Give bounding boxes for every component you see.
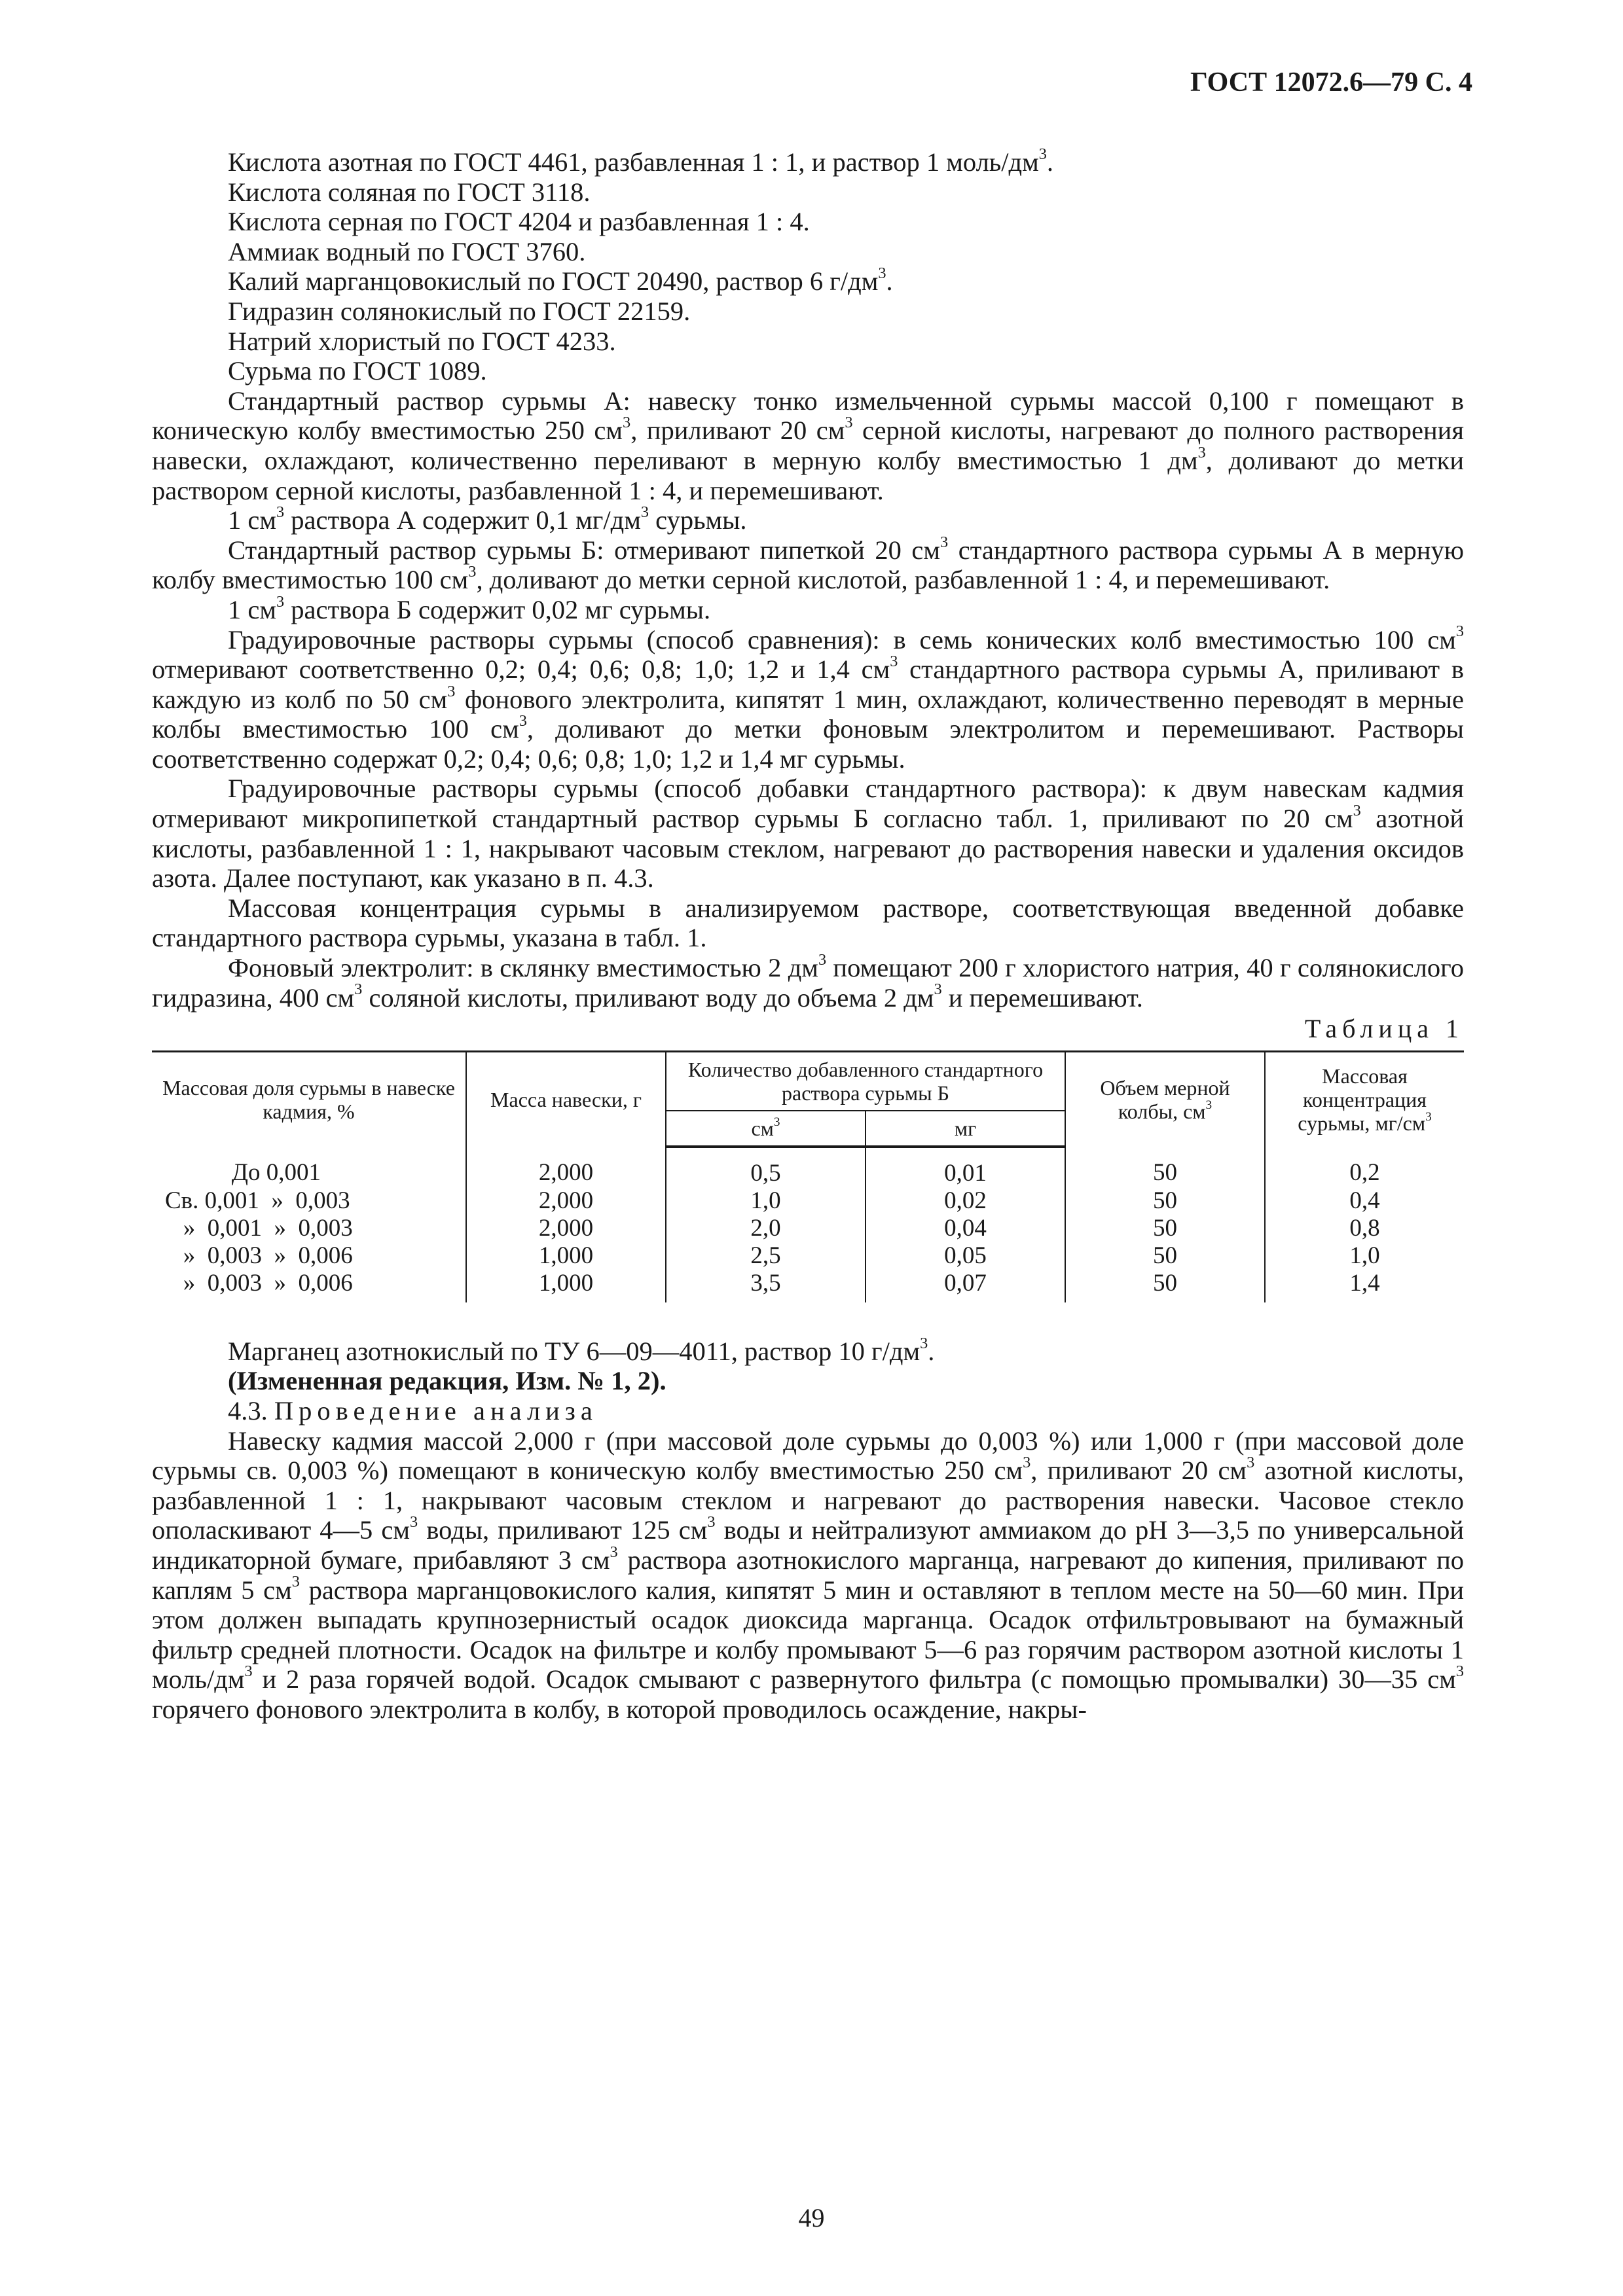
reagent-item: Кислота соляная по ГОСТ 3118.: [228, 177, 591, 207]
reagent-item: Кислота азотная по ГОСТ 4461, разбавленная 1 : 1, и раствор 1 моль/$дм^3$.: [228, 145, 1054, 177]
reagent-item: Гидразин солянокислый по ГОСТ 22159.: [228, 296, 691, 326]
cell: Св. 0,001 » 0,003: [152, 1187, 466, 1215]
cell: 0,8: [1265, 1215, 1464, 1242]
header-mass-concentration: Массовая концентрация сурьмы, $мг/см^3$: [1265, 1051, 1464, 1147]
cell: 0,2: [1265, 1147, 1464, 1187]
cell: 50: [1065, 1242, 1265, 1270]
paragraph-standard-b-content: 1 $см^3$ раствора Б содержит 0,02 мг сурьмы.: [228, 592, 711, 624]
cell: 2,000: [466, 1187, 666, 1215]
cell: 1,000: [466, 1270, 666, 1302]
cell: 3,5: [666, 1270, 866, 1302]
reagent-item: Сурьма по ГОСТ 1089.: [228, 356, 487, 386]
cell: 0,01: [866, 1147, 1065, 1187]
cell: 0,4: [1265, 1187, 1464, 1215]
cell: 1,0: [1265, 1242, 1464, 1270]
paragraph-mass-concentration: Массовая концентрация сурьмы в анализируемом растворе, соответствующая введенной добавке стандартного раствора сурьмы, указана в табл. 1.: [152, 893, 1464, 953]
cell: 0,02: [866, 1187, 1065, 1215]
table-caption: Таблица 1: [1304, 1014, 1464, 1044]
paragraph-background-electrolyte: Фоновый электролит: в склянку вместимостью 2 $дм^3$ помещают 200 г хлористого натрия, 40 г солянокислого гидразина, 400 $см^3$ соляной кислоты, приливают воду до объема 2 $дм^3$ и перемешивают.: [152, 950, 1464, 1013]
page-number: 49: [798, 2203, 825, 2233]
cell: 50: [1065, 1147, 1265, 1187]
data-table: [152, 1050, 1464, 1302]
paragraph-standard-a-content: 1 $см^3$ раствора А содержит 0,1 $мг/дм^3$ сурьмы.: [228, 503, 747, 535]
cell: 50: [1065, 1187, 1265, 1215]
header-mass-fraction: Массовая доля сурьмы в навеске кадмия, %: [152, 1051, 466, 1147]
cell: До 0,001: [152, 1147, 466, 1187]
cell: 50: [1065, 1270, 1265, 1302]
cell: 0,07: [866, 1270, 1065, 1302]
cell: 1,4: [1265, 1270, 1464, 1302]
table-row: [152, 1215, 1464, 1242]
cell: 2,5: [666, 1242, 866, 1270]
header-added-standard: Количество добавленного стандартного раствора сурьмы Б: [666, 1051, 1065, 1111]
reagent-item: Калий марганцовокислый по ГОСТ 20490, раствор 6 $г/дм^3$.: [228, 264, 893, 296]
reagent-item: Натрий хлористый по ГОСТ 4233.: [228, 326, 616, 356]
reagent-list: [152, 147, 1464, 386]
cell: 0,04: [866, 1215, 1065, 1242]
cell: » 0,003 » 0,006: [152, 1242, 466, 1270]
reagent-item: Аммиак водный по ГОСТ 3760.: [228, 236, 586, 266]
reagent-manganese: Марганец азотнокислый по ТУ 6—09—4011, раствор 10 $г/дм^3$.: [228, 1334, 935, 1366]
cell: » 0,003 » 0,006: [152, 1270, 466, 1302]
header-flask-volume: Объем мерной колбы, $см^3$: [1065, 1051, 1265, 1147]
table-row: [152, 1187, 1464, 1215]
body-text: [152, 147, 1464, 1725]
table-row: [152, 1242, 1464, 1270]
cell: 2,000: [466, 1215, 666, 1242]
paragraph-analysis: Навеску кадмия массой 2,000 г (при массовой доле сурьмы до 0,003 %) или 1,000 г (при массовой доле сурьмы св. 0,003 %) помещают в коническую колбу вместимостью 250 $см^3$, приливают 20 $см^3$ азотной кислоты, разбавленной 1 : 1, накрывают часовым стеклом и нагревают до растворения навески. Часовое стекло ополаскивают 4—5 $см^3$ воды, приливают 125 $см^3$ воды и нейтрализуют аммиаком до pH 3—3,5 по универсальной индикаторной бумаге, прибавляют 3 $см^3$ раствора азотнокислого марганца, нагревают до кипения, приливают по каплям 5 $см^3$ раствора марганцовокислого калия, кипятят 5 мин и оставляют в теплом месте на 50—60 мин. При этом должен выпадать крупнозернистый осадок диоксида марганца. Осадок отфильтровывают на бумажный фильтр средней плотности. Осадок на фильтре и колбу промывают 5—6 раз горячим раствором азотной кислоты 1 моль/$дм^3$ и 2 раза горячей водой. Осадок смывают с развернутого фильтра (с помощью промывалки) 30—35 $см^3$ горячего фонового электролита в колбу, в которой проводилось осаждение, накры-: [152, 1426, 1465, 1724]
cell: » 0,001 » 0,003: [152, 1215, 466, 1242]
paragraph-calibration-addition: Градуировочные растворы сурьмы (способ добавки стандартного раствора): к двум навескам кадмия отмеривают микропипеткой стандартный раствор сурьмы Б согласно табл. 1, приливают по 20 $см^3$ азотной кислоты, разбавленной 1 : 1, накрывают часовым стеклом, нагревают до растворения навески и удаления оксидов азота. Далее поступают, как указано в п. 4.3.: [152, 774, 1464, 893]
cell: 0,05: [866, 1242, 1065, 1270]
reagent-item: Кислота серная по ГОСТ 4204 и разбавленная 1 : 4.: [228, 207, 810, 237]
cell: 2,0: [666, 1215, 866, 1242]
paragraph-calibration-comparison: Градуировочные растворы сурьмы (способ сравнения): в семь конических колб вместимостью 100 $см^3$ отмеривают соответственно 0,2; 0,4; 0,6; 0,8; 1,0; 1,2 и 1,4 $см^3$ стандартного раствора сурьмы А, приливают в каждую из колб по 50 $см^3$ фонового электролита, кипятят 1 мин, охлаждают, количественно переводят в мерные колбы вместимостью 100 $см^3$, доливают до метки фоновым электролитом и перемешивают. Растворы соответственно содержат 0,2; 0,4; 0,6; 0,8; 1,0; 1,2 и 1,4 мг сурьмы.: [152, 622, 1464, 774]
header-cm3: $см^3$: [666, 1111, 866, 1147]
section-heading: 4.3. Проведение анализа: [228, 1396, 598, 1426]
cell: 2,000: [466, 1147, 666, 1187]
cell: 0,5: [666, 1147, 866, 1187]
table-row: [152, 1270, 1464, 1302]
cell: 1,0: [666, 1187, 866, 1215]
paragraph-standard-b: Стандартный раствор сурьмы Б: отмеривают пипеткой 20 $см^3$ стандартного раствора сурьмы А в мерную колбу вместимостью 100 $см^3$, доливают до метки серной кислотой, разбавленной 1 : 4, и перемешивают.: [152, 533, 1464, 595]
header-sample-mass: Масса навески, г: [466, 1051, 666, 1147]
paragraph-standard-a: Стандартный раствор сурьмы А: навеску тонко измельченной сурьмы массой 0,100 г помещают в коническую колбу вместимостью 250 $см^3$, приливают 20 $см^3$ серной кислоты, нагревают до полного растворения навески, охлаждают, количественно переливают в мерную колбу вместимостью 1 $дм^3$, доливают до метки раствором серной кислоты, разбавленной 1 : 4, и перемешивают.: [152, 386, 1464, 505]
edition-note: (Измененная редакция, Изм. № 1, 2).: [228, 1366, 666, 1396]
cell: 50: [1065, 1215, 1265, 1242]
header-mg: мг: [866, 1111, 1065, 1147]
cell: 1,000: [466, 1242, 666, 1270]
running-header: ГОСТ 12072.6—79 С. 4: [1190, 67, 1472, 98]
table-row: [152, 1147, 1464, 1187]
after-table-section: [152, 1336, 1464, 1725]
